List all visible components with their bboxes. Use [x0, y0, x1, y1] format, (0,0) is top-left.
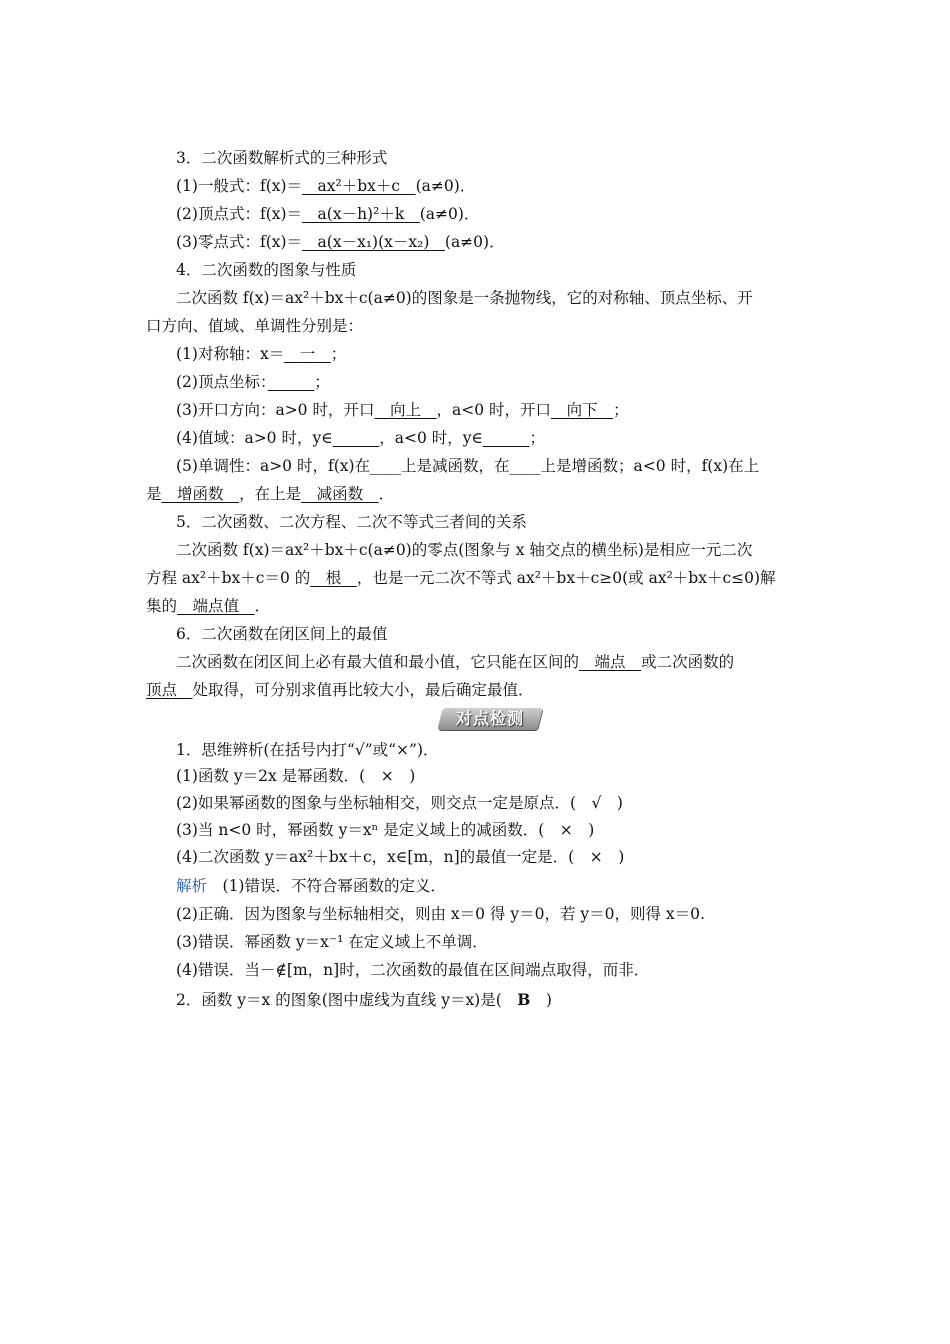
root-answer: 根	[325, 569, 342, 587]
range-blank-1	[333, 429, 380, 447]
practice-banner: 对点检测	[437, 708, 542, 730]
question-2-line: 2．函数 y＝x 的图象(图中虚线为直线 y＝x)是( B )	[176, 990, 552, 1009]
question-2-answer: B	[517, 990, 531, 1009]
section-6-title: 6．二次函数在闭区间上的最值	[176, 625, 388, 643]
section-5-line-1: 二次函数 f(x)＝ax²＋bx＋c(a≠0)的零点(图象与 x 轴交点的横坐标)是相应一元二次	[176, 541, 753, 559]
analysis-line-1: 解析 (1)错误．不符合幂函数的定义．	[176, 877, 446, 895]
zero-form-line: (3)零点式：f(x)＝ a(x－x₁)(x－x₂) (a≠0)．	[176, 233, 505, 251]
section-3-title: 3．二次函数解析式的三种形式	[176, 149, 388, 167]
general-form-answer: ax²＋bx＋c	[317, 177, 401, 195]
increasing-answer: 增函数	[177, 485, 224, 503]
range-line: (4)值域：a>0 时，y∈ ，a<0 时，y∈ ；	[176, 429, 546, 447]
range-blank-2	[483, 429, 530, 447]
analysis-line-2: (2)正确．因为图象与坐标轴相交，则由 x＝0 得 y＝0，若 y＝0，则得 x＝0.	[176, 905, 705, 923]
vertex-form-line: (2)顶点式：f(x)＝ a(x－h)²＋k (a≠0)．	[176, 205, 480, 223]
question-1-item-2: (2)如果幂函数的图象与坐标轴相交，则交点一定是原点．( √ )	[176, 794, 623, 812]
section-4-intro-cont: 口方向、值域、单调性分别是：	[146, 317, 364, 335]
vertex-answer: 顶点	[146, 681, 178, 699]
analysis-line-4: (4)错误．当－∉[m，n]时，二次函数的最值在区间端点取得，而非．	[176, 961, 650, 979]
vertex-coord-blank	[268, 373, 315, 391]
zero-form-answer: a(x－x₁)(x－x₂)	[317, 233, 430, 251]
axis-line: (1)对称轴：x＝ 一 ；	[176, 345, 347, 363]
section-5-line-2: 方程 ax²＋bx＋c＝0 的 根 ，也是一元二次不等式 ax²＋bx＋c≥0(或 ax²＋bx＋c≤0)解	[146, 569, 776, 587]
section-5-title: 5．二次函数、二次方程、二次不等式三者间的关系	[176, 513, 527, 531]
question-1-title: 1．思维辨析(在括号内打“√”或“×”)．	[176, 741, 439, 759]
opening-answer-down: 向下	[566, 401, 598, 419]
question-1-item-3: (3)当 n<0 时，幂函数 y＝xⁿ 是定义域上的减函数．( × )	[176, 821, 595, 839]
decreasing-answer: 减函数	[316, 485, 364, 503]
axis-answer: 一	[299, 345, 316, 363]
endpoint-answer: 端点	[594, 653, 626, 671]
analysis-line-3: (3)错误．幂函数 y＝x⁻¹ 在定义域上不单调．	[176, 933, 488, 951]
section-4-title: 4．二次函数的图象与性质	[176, 261, 357, 279]
section-6-line-1: 二次函数在闭区间上必有最大值和最小值，它只能在区间的 端点 或二次函数的	[176, 653, 735, 671]
section-4-intro: 二次函数 f(x)＝ax²＋bx＋c(a≠0)的图象是一条抛物线，它的对称轴、顶点坐标、开	[176, 289, 753, 307]
analysis-label: 解析	[176, 877, 208, 895]
general-form-line: (1)一般式：f(x)＝ ax²＋bx＋c (a≠0)．	[176, 177, 476, 195]
monotonic-line: (5)单调性：a>0 时，f(x)在____上是减函数，在____上是增函数；a<0 时，f(x)在上	[176, 457, 760, 475]
question-1-item-1: (1)函数 y＝2x 是幂函数．( × )	[176, 767, 416, 785]
vertex-coord-line: (2)顶点坐标： ；	[176, 373, 330, 391]
section-5-line-3: 集的 端点值 ．	[146, 597, 271, 615]
vertex-form-answer: a(x－h)²＋k	[317, 205, 405, 223]
question-1-item-4: (4)二次函数 y＝ax²＋bx＋c，x∈[m，n]的最值一定是．( × )	[176, 848, 625, 866]
monotonic-line-cont: 是 增函数 ，在上是 减函数 ．	[146, 485, 395, 503]
section-6-line-2: 顶点 处取得，可分别求值再比较大小，最后确定最值．	[146, 681, 534, 699]
opening-line: (3)开口方向：a>0 时，开口 向上 ，a<0 时，开口 向下 ；	[176, 401, 629, 419]
endpoint-value-answer: 端点值	[192, 597, 240, 615]
opening-answer-up: 向上	[390, 401, 422, 419]
